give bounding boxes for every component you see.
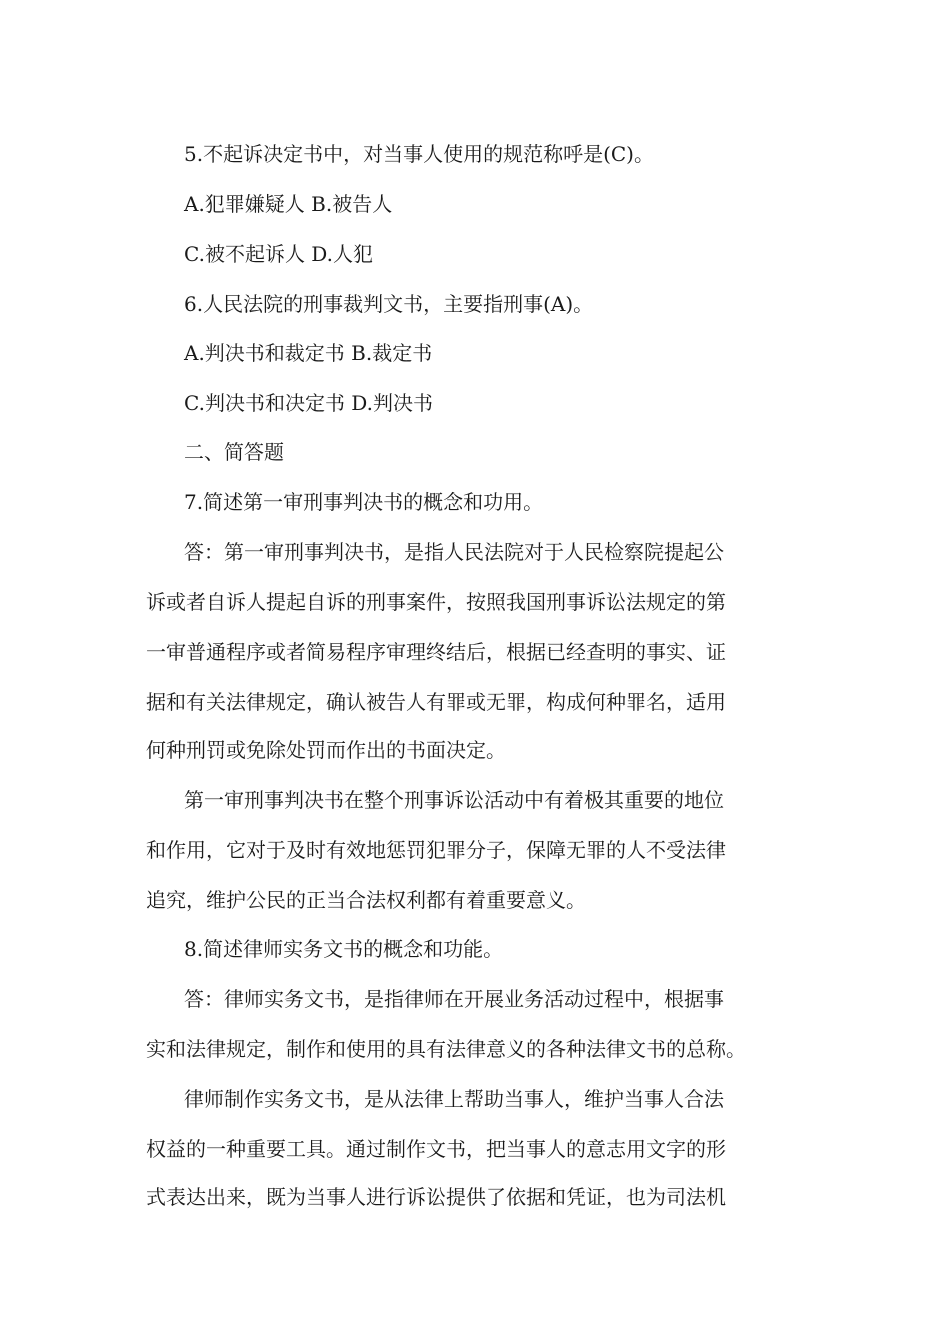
question-6-options-cd: C.判决书和决定书 D.判决书 [184,391,433,415]
answer-7-line-3: 一审普通程序或者简易程序审理终结后，根据已经查明的事实、证 [146,640,726,664]
answer-8-para-2-line-1: 律师制作实务文书，是从法律上帮助当事人，维护当事人合法 [184,1087,724,1111]
answer-7-para-2-line-3: 追究，维护公民的正当合法权利都有着重要意义。 [146,888,586,912]
answer-7-line-5: 何种刑罚或免除处罚而作出的书面决定。 [146,738,506,762]
question-8: 8.简述律师实务文书的概念和功能。 [184,937,504,961]
answer-8-para-2-line-2: 权益的一种重要工具。通过制作文书，把当事人的意志用文字的形 [146,1137,726,1161]
question-5-options-ab: A.犯罪嫌疑人 B.被告人 [184,192,393,216]
answer-7-line-4: 据和有关法律规定，确认被告人有罪或无罪，构成何种罪名，适用 [146,690,726,714]
answer-8-para-2-line-3: 式表达出来，既为当事人进行诉讼提供了依据和凭证，也为司法机 [146,1185,726,1209]
answer-8-line-1: 答：律师实务文书，是指律师在开展业务活动过程中，根据事 [184,987,724,1011]
question-5: 5.不起诉决定书中，对当事人使用的规范称呼是(C)。 [184,142,654,166]
answer-8-line-2: 实和法律规定，制作和使用的具有法律意义的各种法律文书的总称。 [146,1037,746,1061]
answer-7-line-2: 诉或者自诉人提起自诉的刑事案件，按照我国刑事诉讼法规定的第 [146,590,726,614]
question-6: 6.人民法院的刑事裁判文书，主要指刑事(A)。 [184,292,594,316]
question-5-options-cd: C.被不起诉人 D.人犯 [184,242,373,266]
answer-7-para-2-line-2: 和作用，它对于及时有效地惩罚犯罪分子，保障无罪的人不受法律 [146,838,726,862]
answer-7-line-1: 答：第一审刑事判决书，是指人民法院对于人民检察院提起公 [184,540,724,564]
answer-7-para-2-line-1: 第一审刑事判决书在整个刑事诉讼活动中有着极其重要的地位 [184,788,724,812]
section-heading: 二、简答题 [184,440,284,464]
question-6-options-ab: A.判决书和裁定书 B.裁定书 [184,341,433,365]
question-7: 7.简述第一审刑事判决书的概念和功用。 [184,490,544,514]
